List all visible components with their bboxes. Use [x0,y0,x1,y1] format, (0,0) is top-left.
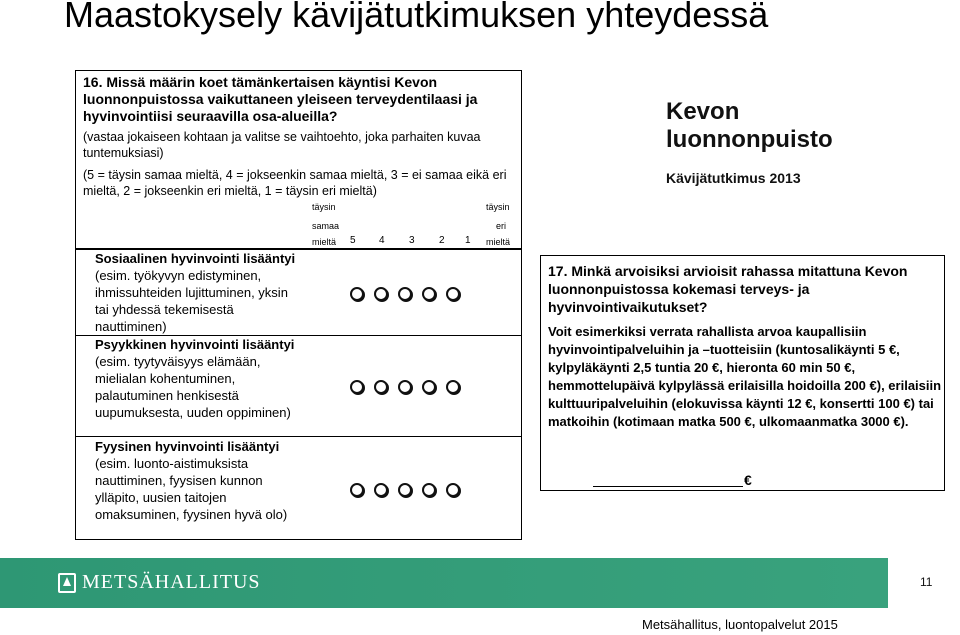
slide-title: Maastokysely kävijätutkimuksen yhteydessä [64,0,769,35]
item-psych-bold: Psyykkinen hyvinvointi lisääntyi [95,337,295,352]
footer-credit: Metsähallitus, luontopalvelut 2015 [642,617,838,632]
radio-option[interactable] [422,483,436,497]
item-social-rest: (esim. työkyvyn edistyminen, ihmissuhteiden lujittuminen, yksin tai yhdessä tekemisestä nauttiminen) [95,268,288,334]
item-social-bold: Sosiaalinen hyvinvointi lisääntyi [95,251,296,266]
tree-logo-icon [58,573,76,593]
footer-band [0,558,960,608]
scale-number-5: 5 [350,235,356,246]
q16-scale-legend: (5 = täysin samaa mieltä, 4 = jokseenkin samaa mieltä, 3 = ei samaa eikä eri mieltä, 2 = jokseenkin eri mieltä, 1 = täysin eri mieltä) [83,168,507,198]
radio-option[interactable] [446,483,460,497]
item-phys-bold: Fyysinen hyvinvointi lisääntyi [95,439,280,454]
radio-option[interactable] [422,380,436,394]
radio-group-social [350,287,460,301]
radio-option[interactable] [350,483,364,497]
radio-option[interactable] [374,483,388,497]
currency-symbol: € [744,472,752,488]
item-physical-wellbeing [95,438,305,523]
radio-option[interactable] [374,380,388,394]
radio-group-physical [350,483,460,497]
scale-number-1: 1 [465,235,471,246]
page-number: 11 [920,575,933,589]
radio-option[interactable] [374,287,388,301]
item-psych-rest: (esim. tyytyväisyys elämään, mielialan kohentuminen, palautuminen henkisestä uupumuksesta, uuden oppiminen) [95,354,291,420]
radio-option[interactable] [398,287,412,301]
q17-body: Voit esimerkiksi verrata rahallista arvoa kaupallisiin hyvinvointipalveluihin ja –tuotteisiin (kuntosalikäynti 5 €, kylpyläkäynti 2,5 tuntia 20 €, hieronta 60 min 50 €, hemmottelupäivä kylpylässä erilaisilla hoidoilla 200 €), erilaisiin kulttuuripalveluihin (elokuvissa käynti 12 €, konsertti 100 €) tai matkoihin (kotimaan matka 500 €, ulkomaanmatka 3000 €). [548,324,942,429]
kevon-title [666,98,833,154]
kevon-title-line1: Kevon [666,98,740,125]
item-psychological-wellbeing [95,336,305,421]
q16-instruction: (vastaa jokaiseen kohtaan ja valitse se vaihtoehto, joka parhaiten kuvaa tuntemuksiasi) [83,130,481,160]
scale-number-4: 4 [379,235,385,246]
scale-right-label-1: täysin [486,202,510,212]
scale-number-2: 2 [439,235,445,246]
row-divider [76,436,522,437]
questionnaire-17 [540,255,945,491]
q17-heading: 17. Minkä arvoisiksi arvioisit rahassa mitattuna Kevon luonnonpuistossa kokemasi terveys- ja hyvinvointivaikutukset? [548,263,908,315]
radio-option[interactable] [350,380,364,394]
scale-right-label-2: eri [496,221,507,231]
kevon-title-line2: luonnonpuisto [666,126,833,153]
radio-option[interactable] [446,287,460,301]
scale-left-label-1: täysin [312,202,336,212]
item-social-wellbeing [95,250,305,335]
questionnaire-16 [75,70,522,540]
radio-option[interactable] [398,483,412,497]
logo-text: METSÄHALLITUS [82,571,261,593]
scale-right-label-3: mieltä [486,237,511,247]
radio-option[interactable] [398,380,412,394]
radio-option[interactable] [446,380,460,394]
scale-left-label-3: mieltä [312,237,337,247]
kevon-subtitle: Kävijätutkimus 2013 [666,170,801,186]
scale-number-3: 3 [409,235,415,246]
scale-left-label-2: samaa [312,221,340,231]
q16-heading: 16. Missä määrin koet tämänkertaisen käyntisi Kevon luonnonpuistossa vaikuttaneen yleiseen terveydentilaasi ja hyvinvointiisi seuraavilla osa-alueilla? [83,74,478,124]
radio-group-psychological [350,380,460,394]
radio-option[interactable] [350,287,364,301]
item-phys-rest: (esim. luonto-aistimuksista nauttiminen, fyysisen kunnon ylläpito, uusien taitojen omaksuminen, fyysinen hyvä olo) [95,456,288,522]
metsahallitus-logo [58,571,261,594]
radio-option[interactable] [422,287,436,301]
answer-line[interactable] [593,486,743,487]
